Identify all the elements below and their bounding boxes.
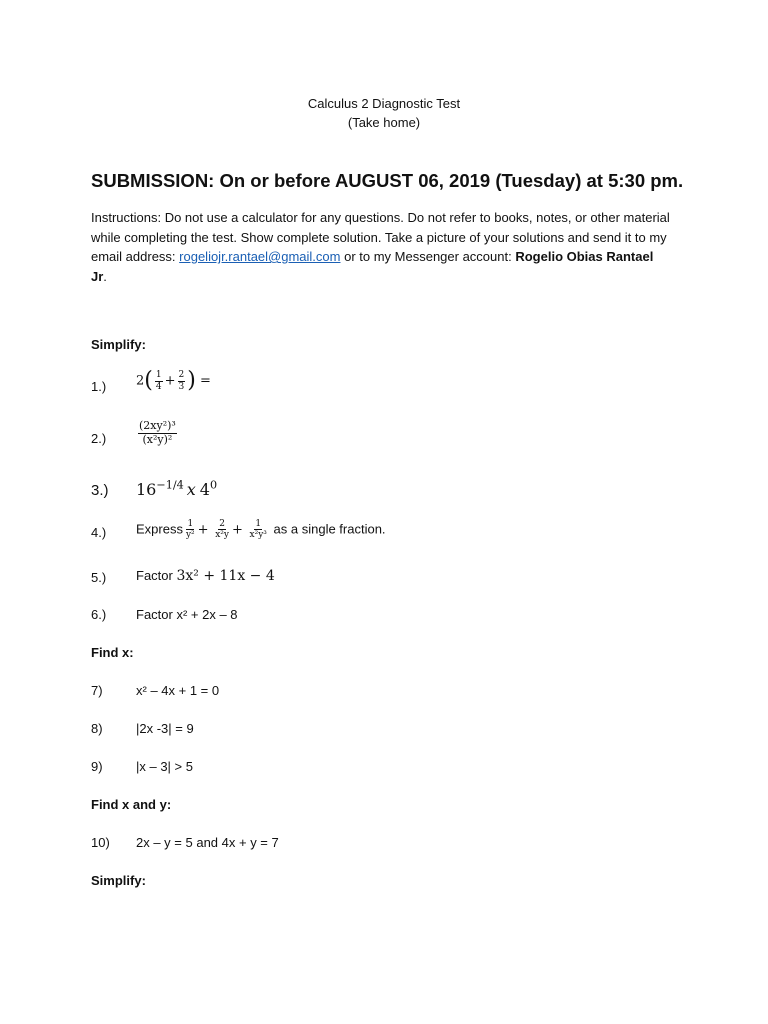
instructions-after-email: or to my Messenger account: [340, 249, 516, 264]
problem-2-number: 2.) [91, 431, 107, 446]
section-simplify: Simplify: [91, 337, 146, 352]
problem-10-expression: 2x – y = 5 and 4x + y = 7 [136, 835, 279, 850]
document-subtitle: (Take home) [347, 115, 421, 130]
email-link[interactable]: rogeliojr.rantael@gmail.com [179, 249, 341, 264]
problem-9-number: 9) [91, 759, 103, 774]
problem-10-number: 10) [91, 835, 110, 850]
document-title-block [0, 94, 768, 132]
instructions-text: Instructions: Do not use a calculator for any questions. Do not refer to books, notes, or other material while completing the test. Show complete solution. Take a picture of your solutions and send it to my email address: [91, 210, 670, 264]
problem-1-number: 1.) [91, 379, 107, 394]
problem-9-expression: |x – 3| > 5 [136, 759, 193, 774]
problem-6-number: 6.) [91, 607, 107, 622]
section-find-x-and-y: Find x and y: [91, 797, 172, 812]
problem-5-expression: Factor 3x² + 11x − 4 [136, 568, 275, 584]
section-simplify-2: Simplify: [91, 873, 146, 888]
problem-3-number: 3.) [91, 482, 109, 499]
document-title: Calculus 2 Diagnostic Test [307, 96, 461, 111]
problem-6-expression: Factor x² + 2x – 8 [136, 607, 238, 622]
problem-4-expression: Express $\frac{1}{\text{y²}}$ + $\frac{2}{\text{x²y}}$ + $\frac{1}{\text{x²y³}}$ as a single fraction. [136, 519, 386, 541]
problem-1-expression: 2( $\frac{1}{4}$ + $\frac{2}{3}$ ) = [136, 368, 211, 393]
submission-deadline: SUBMISSION: On or before AUGUST 06, 2019 (Tuesday) at 5:30 pm. [91, 170, 684, 191]
problem-3-expression: $16^{-1/4}$ x $4^0$ [136, 478, 218, 499]
problem-8-expression: |2x -3| = 9 [136, 721, 194, 736]
problem-4-number: 4.) [91, 525, 107, 540]
problem-7-number: 7) [91, 683, 103, 698]
problem-8-number: 8) [91, 721, 103, 736]
problem-7-expression: x² – 4x + 1 = 0 [136, 683, 220, 698]
instructions-paragraph [91, 208, 671, 286]
problem-5-number: 5.) [91, 570, 107, 585]
instructions-end: . [103, 268, 107, 284]
problem-2-expression: $\frac{\text{(2xy²)³}}{\text{(x²y)²}}$ [139, 419, 176, 446]
section-find-x: Find x: [91, 645, 134, 660]
messenger-account-name: Rogelio Obias Rantael Jr [91, 249, 654, 284]
